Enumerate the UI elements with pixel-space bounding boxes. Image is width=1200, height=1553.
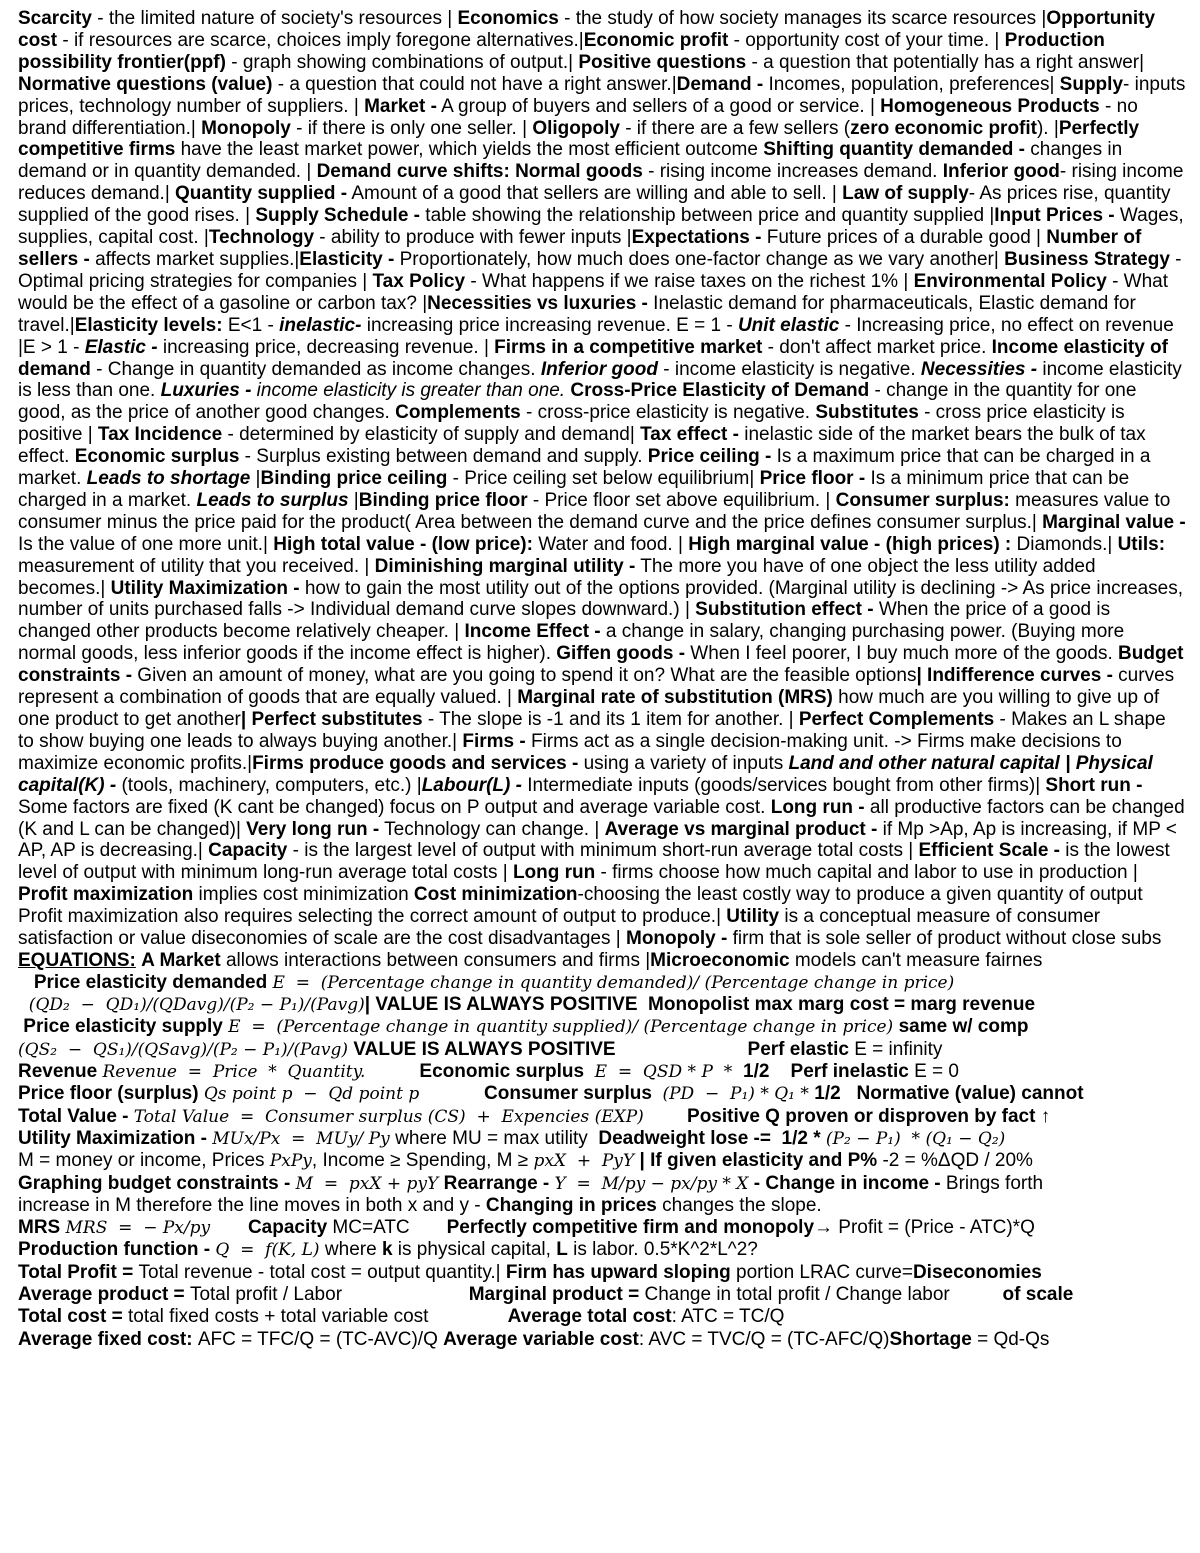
definition-text: Proportionately, how much does one-factor change as we vary another|	[394, 248, 1005, 270]
definition-text: Technology can change. |	[379, 818, 605, 840]
equation-line	[18, 1173, 1186, 1195]
definition-term: Efficient Scale -	[918, 840, 1060, 862]
definition-text: - As prices rise, quantity supplied of the good rises. |	[18, 183, 1171, 227]
definition-text: Amount of a good that sellers are willing and able to sell. |	[347, 183, 843, 205]
definition-term: Utility	[726, 906, 780, 928]
formula: Qs point p − Qd point p	[203, 1084, 485, 1105]
definition-term: Supply Schedule -	[255, 205, 421, 227]
formula: (QS₂ − QS₁)/(QSavg)/(P₂ − P₁)/(Pavg)	[18, 1039, 354, 1060]
equation-text: Perfectly competitive firm and monopoly	[446, 1217, 815, 1239]
definition-text: - Increasing price, no effect on revenue |E > 1 -	[18, 314, 1174, 358]
equation-line	[18, 1106, 1186, 1128]
definition-text: - income elasticity is negative.	[657, 358, 921, 380]
definition-term: Input Prices -	[994, 205, 1115, 227]
definition-text: how much are you willing to give up of one product to get another	[18, 687, 1160, 730]
definition-term: | Perfect substitutes	[240, 709, 423, 730]
definition-text: - determined by elasticity of supply and demand|	[222, 424, 641, 446]
definition-term: Leads to shortage	[86, 468, 251, 490]
definition-text: Is a maximum price that can be charged in a market.	[18, 446, 1151, 490]
definition-text: measurement of utility that you received. |	[18, 555, 375, 577]
equation-line	[18, 1083, 1186, 1105]
definition-text: |	[250, 468, 261, 490]
definition-term: Tax Policy	[372, 270, 466, 292]
equation-text: Positive Q proven or disproven by fact ↑	[687, 1105, 1051, 1127]
equation-text: Consumer surplus	[484, 1083, 663, 1105]
definition-term: Necessities vs luxuries -	[427, 292, 648, 314]
definition-term: Long run	[512, 862, 596, 884]
equation-text: - Change in income -	[753, 1172, 946, 1194]
definition-text: - Price floor set above equilibrium. |	[527, 489, 836, 511]
equation-text: is physical capital,	[392, 1239, 557, 1261]
formula: (QD₂ − QD₁)/(QDavg)/(P₂ − P₁)/(Pavg)	[18, 995, 365, 1016]
definition-text: how to gain the most utility out of the options provided. (Marginal utility is declining -> As price increases, number of units purchased falls -> Individual demand curve slopes downward.) |	[18, 577, 1183, 621]
definition-text: - opportunity cost of your time. |	[728, 29, 1005, 51]
definition-term: Oligopoly	[532, 117, 620, 139]
equation-text: Average total cost	[507, 1306, 672, 1328]
definition-term: Tax Incidence	[97, 424, 223, 446]
definition-term: Homogeneous Products	[880, 95, 1100, 117]
definition-text: Future prices of a durable good |	[761, 227, 1047, 249]
definition-term: zero economic profit	[850, 117, 1037, 139]
definition-term: Production possibility frontier(ppf)	[18, 29, 1105, 73]
equation-line	[18, 1061, 1186, 1083]
definition-text: - The slope is -1 and its 1 item for another. |	[422, 709, 799, 730]
definition-term: Utils:	[1117, 533, 1166, 555]
definition-term: Tax effect -	[640, 424, 739, 446]
equation-text: Brings forth	[945, 1172, 1044, 1194]
equation-line	[18, 1195, 1186, 1217]
definition-term: Income Effect -	[464, 621, 601, 643]
definition-text: - What would be the effect of a gasoline or carbon tax? |	[18, 270, 1169, 314]
definition-text: - the study of how society manages its scarce resources |	[558, 8, 1047, 29]
equation-text: Rearrange -	[443, 1172, 555, 1194]
definition-term: Elastic -	[84, 336, 158, 358]
definition-term: Average vs marginal product -	[604, 818, 878, 840]
definition-term: Expectations -	[631, 227, 762, 249]
definition-term: Positive questions	[578, 51, 747, 73]
equation-line	[18, 1284, 1186, 1306]
equation-text: = Qd-Qs	[971, 1328, 1050, 1350]
equation-text: Utility Maximization -	[18, 1127, 213, 1149]
definition-term: Profit maximization	[18, 884, 194, 906]
equation-text: Diseconomies	[912, 1261, 1042, 1283]
definition-text: |	[348, 489, 359, 511]
definition-term: Business Strategy	[1004, 248, 1170, 270]
definition-term: Cross-Price Elasticity of Demand	[570, 380, 870, 402]
definition-term: Substitution effect -	[695, 599, 874, 621]
definition-text: - Makes an L shape to show buying one leads to always buying another.|	[18, 709, 1166, 752]
definition-text: measures value to consumer minus the price paid for the product( Area between the demand curve and the price defines consumer surplus.|	[18, 489, 1171, 533]
definition-text: - Change in quantity demanded as income changes.	[90, 358, 541, 380]
definition-text: have the least market power, which yields the most efficient outcome	[175, 139, 764, 161]
definition-text: - if there are a few sellers (	[619, 117, 851, 139]
definition-text: Firms act as a single decision-making unit. -> Firms make decisions to maximize economic profits.|	[18, 730, 1122, 774]
definition-term: Binding price ceiling	[260, 468, 448, 490]
equation-text: L	[556, 1239, 568, 1261]
equation-text: Average variable cost	[443, 1328, 639, 1350]
definition-term: | Indifference curves -	[916, 665, 1113, 687]
definition-text: -choosing the least costly way to produce a given quantity of output Profit maximization also requires selecting the correct amount of output to produce.|	[18, 884, 1143, 928]
definition-term: Leads to surplus	[196, 489, 349, 511]
equation-text: Total revenue - total cost = output quantity.|	[138, 1261, 506, 1283]
equation-text: 1/2 Normative (value) cannot	[814, 1083, 1084, 1105]
definition-term: Marginal rate of substitution (MRS)	[517, 687, 833, 709]
definition-text: if Mp >Ap, Ap is increasing, if MP < AP, AP is decreasing.|	[18, 818, 1177, 862]
definition-term: Very long run -	[246, 818, 380, 840]
equation-text: Graphing budget constraints -	[18, 1172, 296, 1194]
formula: Total Value = Consumer surplus (CS) + Expencies (EXP)	[133, 1106, 688, 1127]
definition-term: Budget constraints -	[18, 643, 1184, 687]
equation-line	[18, 994, 1186, 1016]
equation-line	[18, 1217, 1186, 1239]
definition-text: income elasticity is less than one.	[18, 358, 1182, 402]
definition-term: Shifting quantity demanded -	[763, 139, 1025, 161]
definition-text: - no brand differentiation.|	[18, 95, 1138, 139]
definition-term: Demand -	[676, 73, 764, 95]
definition-text: using a variety of inputs	[578, 752, 789, 774]
equation-text: Change in total profit / Change labor	[644, 1284, 1003, 1306]
definition-text: is the lowest level of output with minimum long-run average total costs |	[18, 840, 1170, 884]
equation-text: of scale	[1002, 1284, 1074, 1306]
definition-term: Marginal value -	[1042, 511, 1186, 533]
equation-text: total fixed costs + total variable cost	[127, 1306, 508, 1328]
definition-term: Labour(L) -	[421, 774, 522, 796]
formula: (P₂ − P₁) * (Q₁ − Q₂)	[825, 1128, 1006, 1149]
definition-term: Normative questions (value)	[18, 73, 273, 95]
definition-text: affects market supplies.|	[89, 248, 300, 270]
equation-line	[18, 1239, 1186, 1261]
equation-line	[18, 1329, 1186, 1351]
equation-text: Total Value -	[18, 1105, 134, 1127]
definition-term: Perfectly competitive firms	[18, 117, 1140, 161]
definition-text: - if there is only one seller. |	[290, 117, 533, 139]
definition-text: Is a minimum price that can be charged in a market.	[18, 468, 1130, 511]
definition-text: Some factors are fixed (K cant be changed) focus on P output and average variable cost.	[18, 796, 771, 818]
equation-line	[18, 1016, 1186, 1038]
definition-text: table showing the relationship between price and quantity supplied |	[420, 205, 995, 227]
equation-text: Capacity	[247, 1217, 333, 1239]
definition-term: Substitutes	[815, 402, 919, 424]
definition-term: Perfect Complements	[798, 709, 995, 730]
equation-text: 1/2 Perf inelastic	[743, 1061, 915, 1083]
equation-text: Total cost =	[18, 1306, 128, 1328]
definition-term: Market -	[364, 95, 437, 117]
equation-text: → Profit = (Price - ATC)*Q	[814, 1217, 1035, 1239]
definition-text: all productive factors can be changed (K and L can be changed)|	[18, 796, 1185, 840]
definition-text: - ability to produce with fewer inputs |	[314, 227, 632, 249]
definition-text: increasing price increasing revenue. E = 1 -	[361, 314, 738, 336]
definition-term: Number of sellers -	[18, 227, 1142, 270]
equation-text: increase in M therefore the line moves in both x and y -	[18, 1194, 486, 1216]
equation-text: Average fixed cost:	[18, 1328, 198, 1350]
definition-term: Binding price floor	[358, 489, 528, 511]
definition-term: Microeconomic	[650, 949, 790, 971]
equation-text: changes the slope.	[662, 1194, 822, 1216]
equation-text: where	[324, 1239, 382, 1261]
formula: MRS = − Px/py	[65, 1218, 248, 1239]
definition-text: a change in salary, changing purchasing power. (Buying more normal goods, less inferior goods if the income effect is higher).	[18, 621, 1125, 665]
formula: M = pxX + pyY	[295, 1173, 444, 1194]
definition-term: Monopoly -	[626, 928, 728, 950]
definition-text: - a question that potentially has a right answer|	[746, 51, 1145, 73]
formula: MUx/Px = MUy/ Py	[212, 1128, 396, 1149]
definition-term: inelastic-	[279, 314, 362, 336]
definition-term: Economic surplus	[74, 446, 240, 468]
definition-term: Land and other natural capital | Physical capital(K) -	[18, 752, 1153, 796]
definition-term: Law of supply	[842, 183, 969, 205]
formula: pxX + PyY	[533, 1151, 640, 1172]
definition-text: ). |	[1036, 117, 1059, 139]
equation-text: Shortage	[889, 1328, 972, 1350]
equation-text: Deadweight lose -= 1/2 *	[598, 1127, 826, 1149]
definition-term: Short run -	[1045, 774, 1143, 796]
definition-text: curves represent a combination of goods that are equally valued. |	[18, 665, 1175, 709]
definition-term: Complements	[395, 402, 521, 424]
definition-term: Demand curve shifts: Normal goods	[316, 161, 643, 183]
definition-text: models can't measure fairnes	[789, 949, 1043, 971]
definition-text: - change in the quantity for one good, as the price of another good changes.	[18, 380, 1137, 424]
equation-text: : ATC = TC/Q	[671, 1306, 785, 1328]
definition-term: Firms -	[462, 730, 526, 752]
definition-text: A group of buyers and sellers of a good or service. |	[436, 95, 881, 117]
equation-line	[18, 1262, 1186, 1284]
equation-text: | VALUE IS ALWAYS POSITIVE Monopolist max marg cost = marg revenue	[364, 994, 1036, 1016]
definition-text: - rising income increases demand.	[642, 161, 943, 183]
equation-text: k	[381, 1239, 393, 1261]
definition-term: Firms produce goods and services -	[252, 752, 579, 774]
definition-text: increasing price, decreasing revenue. |	[157, 336, 495, 358]
equations-block	[18, 972, 1186, 1351]
equation-text: Revenue	[18, 1061, 103, 1083]
equation-text: Production function -	[18, 1239, 216, 1261]
definition-text: - a question that could not have a right answer.|	[272, 73, 677, 95]
definition-term: High total value - (low price):	[273, 533, 533, 555]
definition-term: Technology	[208, 227, 315, 249]
equation-text: Total profit / Labor	[189, 1284, 469, 1306]
definition-text: - Surplus existing between demand and supply.	[239, 446, 648, 468]
equation-text: Marginal product =	[468, 1284, 645, 1306]
definition-term: Quantity supplied -	[175, 183, 348, 205]
definition-term: Monopoly	[201, 117, 291, 139]
definition-text: Incomes, population, preferences|	[763, 73, 1060, 95]
definition-term: Elasticity -	[299, 248, 395, 270]
definition-text: - Price ceiling set below equilibrium|	[447, 468, 760, 490]
equation-text: | If given elasticity and P%	[639, 1150, 883, 1172]
definition-text: - rising income reduces demand.|	[18, 161, 1184, 205]
definition-term: Income elasticity of demand	[18, 336, 1168, 380]
definition-text: Water and food. |	[532, 533, 689, 555]
definition-term: Price ceiling -	[647, 446, 772, 468]
formula: Y = M/py − px/py * X	[554, 1173, 754, 1194]
definition-text: Given an amount of money, what are you going to spend it on? What are the feasible options	[132, 665, 917, 687]
definition-text: - cross-price elasticity is negative.	[520, 402, 816, 424]
definition-text: Is the value of one more unit.|	[18, 533, 274, 555]
equation-text: Total Profit =	[18, 1261, 139, 1283]
definition-term: A Market	[141, 949, 221, 971]
definition-text: - inputs prices, technology number of suppliers. |	[18, 73, 1186, 117]
definition-text: - if resources are scarce, choices imply foregone alternatives.|	[57, 29, 584, 51]
equation-line	[18, 1306, 1186, 1328]
equation-text: AFC = TFC/Q = (TC-AVC)/Q	[197, 1328, 444, 1350]
definition-text: - graph showing combinations of output.|	[225, 51, 579, 73]
formula: (PD − P₁) * Q₁ *	[662, 1084, 815, 1105]
definition-term: Utility Maximization -	[110, 577, 300, 599]
formula: PxPy	[269, 1151, 312, 1172]
definition-text: - don't affect market price.	[762, 336, 992, 358]
definition-text: The more you have of one object the less utility added becomes.|	[18, 555, 1096, 599]
definition-text: E<1 -	[222, 314, 280, 336]
equation-text: -2 = %ΔQD / 20%	[882, 1150, 1033, 1172]
equation-text: Average product =	[18, 1284, 190, 1306]
definition-text: inelastic side of the market bears the bulk of tax effect.	[18, 424, 1146, 468]
definition-term: Cost minimization	[413, 884, 578, 906]
equation-text: : AVC = TVC/Q = (TC-AFC/Q)	[638, 1328, 890, 1350]
formula: Q = f(K, L)	[215, 1240, 325, 1261]
definition-text: changes in demand or in quantity demanded. |	[18, 139, 1123, 183]
definition-text: allows interactions between consumers and firms |	[220, 949, 651, 971]
equation-text: VALUE IS ALWAYS POSITIVE Perf elastic	[353, 1038, 855, 1060]
equation-text: Price elasticity demanded	[18, 971, 273, 993]
equation-text: MC=ATC	[332, 1217, 447, 1239]
equation-text: E = infinity	[854, 1038, 943, 1060]
definition-term: Consumer surplus:	[835, 489, 1010, 511]
definition-term: Economic profit	[583, 29, 729, 51]
formula: E = QSD * P *	[594, 1062, 743, 1083]
equation-text: M = money or income, Prices	[18, 1150, 270, 1172]
definitions-paragraph	[18, 8, 1186, 972]
formula: E = (Percentage change in quantity supplied)/ (Percentage change in price)	[228, 1017, 899, 1038]
definition-text: implies cost minimization	[193, 884, 414, 906]
equation-text: MRS	[18, 1217, 66, 1239]
equation-line	[18, 1039, 1186, 1061]
formula: Revenue = Price * Quantity.	[102, 1062, 420, 1083]
definition-text: Diamonds.|	[1011, 533, 1118, 555]
definition-term: Economics	[457, 8, 559, 29]
definition-term: Long run -	[770, 796, 865, 818]
definition-text: (tools, machinery, computers, etc.) |	[116, 774, 422, 796]
definition-term: Diminishing marginal utility -	[374, 555, 636, 577]
definition-term: Inferior good	[942, 161, 1060, 183]
definition-term: Necessities -	[920, 358, 1038, 380]
definition-term: Opportunity cost	[18, 8, 1156, 51]
definition-term: Price floor -	[759, 468, 866, 490]
definition-term: EQUATIONS:	[18, 949, 136, 971]
equation-text: Economic surplus	[419, 1061, 595, 1083]
definition-term: Environmental Policy	[913, 270, 1107, 292]
definition-text: When I feel poorer, I buy much more of the goods.	[685, 643, 1119, 665]
definition-text: - firms choose how much capital and labor to use in production |	[595, 862, 1138, 884]
equation-line	[18, 972, 1186, 994]
equation-text: Price floor (surplus)	[18, 1083, 204, 1105]
definition-text: - What happens if we raise taxes on the richest 1% |	[465, 270, 914, 292]
equation-line	[18, 1128, 1186, 1150]
definition-text: Inelastic demand for pharmaceuticals, Elastic demand for travel.|	[18, 292, 1136, 336]
definition-term: Capacity	[208, 840, 288, 862]
equation-text: Firm has upward sloping	[505, 1261, 737, 1283]
definition-term: Luxuries -	[160, 380, 252, 402]
definition-term: income elasticity is greater than one.	[251, 380, 566, 402]
equation-text: Price elasticity supply	[18, 1016, 229, 1038]
equation-text: portion LRAC curve=	[736, 1261, 913, 1283]
definition-term: High marginal value - (high prices) :	[688, 533, 1012, 555]
definition-text: - the limited nature of society's resources |	[91, 8, 458, 29]
equation-text: Changing in prices	[485, 1194, 663, 1216]
definition-text: - is the largest level of output with minimum short-run average total costs |	[287, 840, 919, 862]
definition-text: - cross price elasticity is positive |	[18, 402, 1125, 446]
equation-text: where MU = max utility	[395, 1127, 599, 1149]
equation-text: same w/ comp	[898, 1016, 1029, 1038]
definition-term: Unit elastic	[737, 314, 840, 336]
definition-term: Scarcity	[18, 8, 92, 29]
cheat-sheet	[18, 8, 1186, 1548]
equation-text: is labor. 0.5*K^2*L^2?	[567, 1239, 758, 1261]
formula: E = (Percentage change in quantity demanded)/ (Percentage change in price)	[272, 972, 955, 993]
definition-term: Supply	[1059, 73, 1124, 95]
definition-text: - Optimal pricing strategies for companies |	[18, 248, 1182, 292]
definition-term: Firms in a competitive market	[494, 336, 763, 358]
definition-text: Intermediate inputs (goods/services bought from other firms)|	[521, 774, 1046, 796]
equation-line	[18, 1150, 1186, 1172]
equation-text: , Income ≥ Spending, M ≥	[311, 1150, 534, 1172]
definition-term: Elasticity levels:	[74, 314, 223, 336]
definition-text: is a conceptual measure of consumer satisfaction or value diseconomies of scale are the cost disadvantages |	[18, 906, 1101, 950]
definition-text: Wages, supplies, capital cost. |	[18, 205, 1184, 249]
definition-text: When the price of a good is changed other products become relatively cheaper. |	[18, 599, 1111, 643]
equation-text: E = 0	[914, 1061, 959, 1083]
definition-term: Giffen goods -	[556, 643, 686, 665]
definition-term: Inferior good	[540, 358, 658, 380]
definition-text: firm that is sole seller of product without close subs	[727, 928, 1162, 950]
